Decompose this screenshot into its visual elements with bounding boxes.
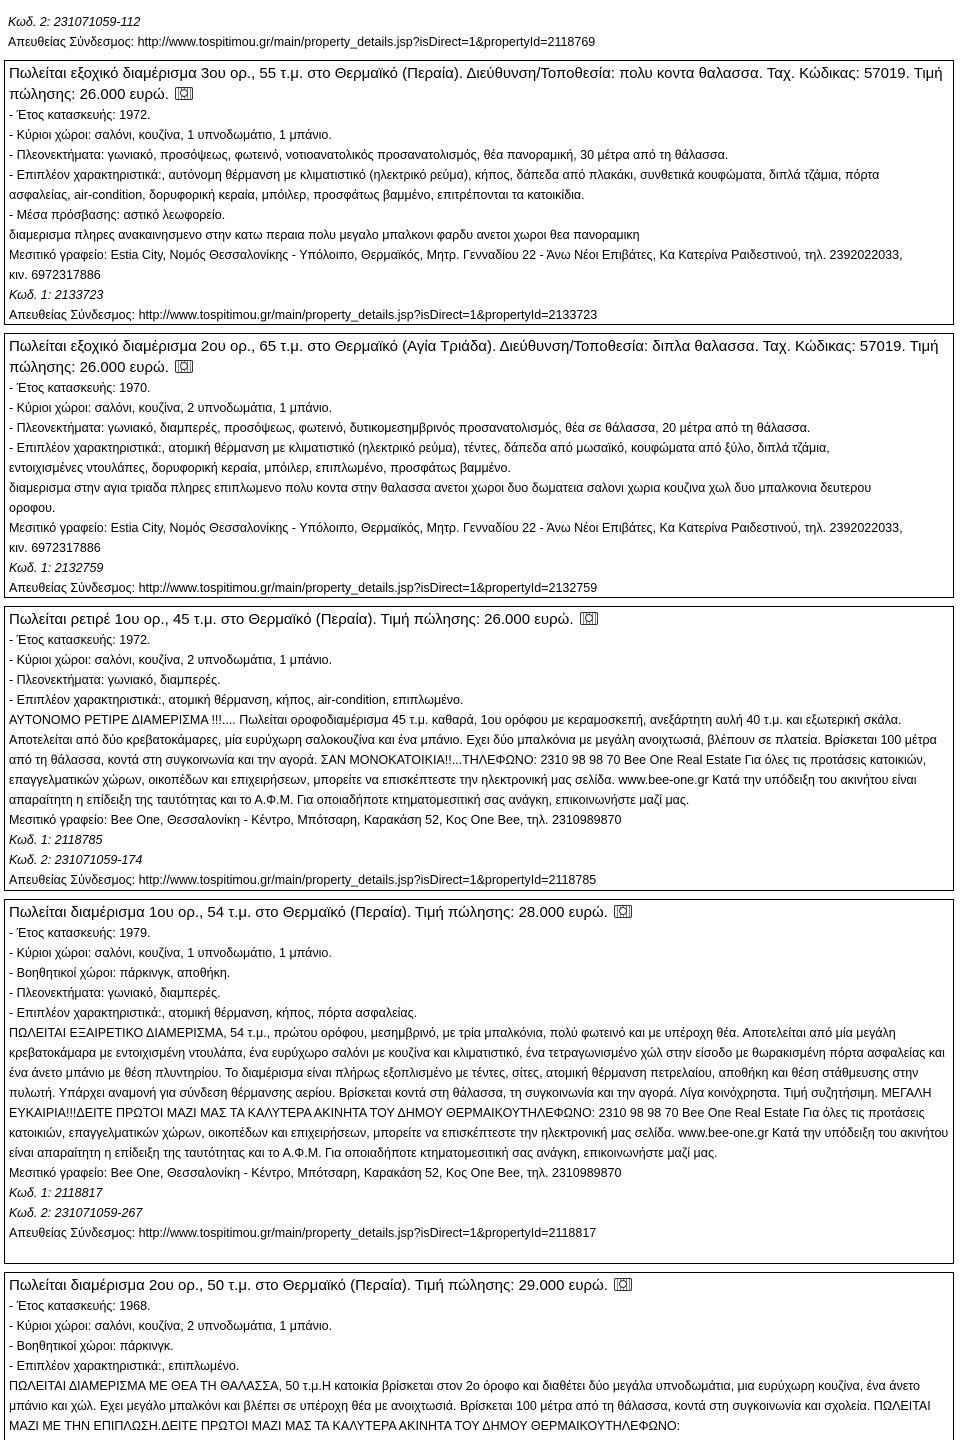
camera-icon[interactable] <box>614 1278 632 1291</box>
detail-line: - Πλεονεκτήματα: γωνιακό, προσόψεως, φωτεινό, νοτιοανατολικός προσανατολισμός, θέα πανοραμική, 30 μέτρα από τη θάλασσα. <box>9 148 729 162</box>
detail-line: - Κύριοι χώροι: σαλόνι, κουζίνα, 2 υπνοδωμάτια, 1 μπάνιο. <box>9 653 333 667</box>
listing-heading <box>9 609 949 630</box>
detail-line: - Πλεονεκτήματα: γωνιακό, διαμπερές. <box>9 986 221 1000</box>
direct-link[interactable]: Απευθείας Σύνδεσμος: http://www.tospitimou.gr/main/property_details.jsp?isDirect=1&propertyId=2133723 <box>9 308 598 322</box>
detail-line: - Κύριοι χώροι: σαλόνι, κουζίνα, 2 υπνοδωμάτια, 1 μπάνιο. <box>9 1319 333 1333</box>
code-1: Κωδ. 1: 2118817 <box>9 1186 103 1200</box>
listing-price-text: πώλησης: 26.000 ευρώ. <box>9 86 169 103</box>
agency-line: Μεσιτικό γραφείο: Bee One, Θεσσαλονίκη - Κέντρο, Μπότσαρη, Καρακάση 52, Κος One Bee, τηλ. 2310989870 <box>9 813 622 827</box>
code-1: Κωδ. 1: 2118785 <box>9 833 103 847</box>
code-2: Κωδ. 2: 231071059-112 <box>8 15 141 29</box>
description-paragraph: ΑΥΤΟΝΟΜΟ ΡΕΤΙΡΕ ΔΙΑΜΕΡΙΣΜΑ !!!.... Πωλείται οροφοδιαμέρισμα 45 τ.μ. καθαρά, 1ου ορόφου με κεραμοσκεπή, ανεξάρτητη αυλή 40 τ.μ. και εξωτερική σκάλα. Αποτελείται από δύο κρεβατοκάμαρες, μία ευρύχωρη σαλοκουζίνα και ένα μπάνιο. Εχει δύο μπαλκόνια με μεγάλη ανοιχτωσιά, βλέπουν σε πλατεία. Βρίσκεται 100 μέτρα από τη θάλασσα, κοντά στη συγκοινωνία και την αγορά. ΣΑΝ ΜΟΝΟΚΑΤΟΙΚΙΑ!!...ΤΗΛΕΦΩΝΟ: 2310 98 98 70 Bee One Real Estate Για όλες τις προτάσεις κατοικιών, επαγγελματικών χώρων, οικοπέδων και επιχειρήσεων, μπορείτε να επισκέπτεστε την ηλεκτρονική μας σελίδα. www.bee-one.gr Κατά την υπόδειξη του ακινήτου είναι απαραίτητη η επίδειξη της ταυτότητας και το Α.Φ.Μ. Για οποιαδήποτε κτηματομεσιτική σας ανάγκη, επικοινωνήστε μαζί μας. <box>9 713 937 807</box>
camera-icon[interactable] <box>175 87 193 100</box>
detail-line: διαμερισμα στην αγια τριαδα πληρες επιπλωμενο πολυ κοντα στην θαλασσα ανετοι χωροι δυο δωματεια σαλονι χωρια κουζινα χωλ δυο μπαλκονια δευτερου <box>9 481 872 495</box>
listing-heading <box>9 902 949 923</box>
detail-line: κιν. 6972317886 <box>9 268 101 282</box>
detail-line: - Κύριοι χώροι: σαλόνι, κουζίνα, 2 υπνοδωμάτια, 1 μπάνιο. <box>9 401 333 415</box>
detail-line: Μεσιτικό γραφείο: Estia City, Νομός Θεσσαλονίκης - Υπόλοιπο, Θερμαϊκός, Μητρ. Γενναδίου 22 - Άνω Νέοι Επιβάτες, Κα Κατερίνα Ραιδεστινού, τηλ. 2392022033, <box>9 248 903 262</box>
listing-heading-text: Πωλείται ρετιρέ 1ου ορ., 45 τ.μ. στο Θερμαϊκό (Περαία). Τιμή πώλησης: 26.000 ευρώ. <box>9 611 574 628</box>
camera-icon[interactable] <box>614 905 632 918</box>
detail-line: - Πλεονεκτήματα: γωνιακό, διαμπερές. <box>9 673 221 687</box>
camera-icon[interactable] <box>175 360 193 373</box>
listing-heading <box>9 1275 949 1296</box>
detail-line: - Κύριοι χώροι: σαλόνι, κουζίνα, 1 υπνοδωμάτιο, 1 μπάνιο. <box>9 946 332 960</box>
detail-line: ασφαλείας, air-condition, δορυφορική κεραία, μπόιλερ, προσφάτως βαμμένο, επιτρέπονται τα κατοικίδια. <box>9 188 585 202</box>
listing-heading <box>9 63 949 105</box>
listing-heading-text: Πωλείται διαμέρισμα 2ου ορ., 50 τ.μ. στο Θερμαϊκό (Περαία). Τιμή πώλησης: 29.000 ευρώ. <box>9 1277 608 1294</box>
direct-link[interactable]: Απευθείας Σύνδεσμος: http://www.tospitimou.gr/main/property_details.jsp?isDirect=1&propertyId=2132759 <box>9 581 598 595</box>
detail-line: - Επιπλέον χαρακτηριστικά:, ατομική θέρμανση, κήπος, πόρτα ασφαλείας. <box>9 1006 418 1020</box>
listing-heading-text: Πωλείται εξοχικό διαμέρισμα 2ου ορ., 65 τ.μ. στο Θερμαϊκό (Αγία Τριάδα). Διεύθυνση/Τοποθεσία: διπλα θαλασσα. Ταχ. Κώδικας: 57019. Τιμή <box>9 338 939 355</box>
detail-line: - Μέσα πρόσβασης: αστικό λεωφορείο. <box>9 208 226 222</box>
code-2: Κωδ. 2: 231071059-174 <box>9 853 143 867</box>
detail-line: - Έτος κατασκευής: 1979. <box>9 926 151 940</box>
prev-listing-tail <box>8 12 948 52</box>
listing-1 <box>4 60 954 325</box>
description-paragraph: ΠΩΛΕΙΤΑΙ ΕΞΑΙΡΕΤΙΚΟ ΔΙΑΜΕΡΙΣΜΑ, 54 τ.μ., πρώτου ορόφου, μεσημβρινό, με τρία μπαλκόνια, πολύ φωτεινό και με υπέροχη θέα. Αποτελείται από μία μεγάλη κρεβατοκάμαρα με εντοιχισμένη ντουλάπα, ένα ευρύχωρο σαλόνι με κουζίνα και κλιματιστικό, ένα τετραγωνισμένο χώλ στην είσοδο με θωρακισμένη πόρτα ασφαλείας και ένα άνετο μπάνιο με θέση πλυντηρίου. Το διαμέρισμα είναι πλήρως εξοπλισμένο με τέντες, σίτες, ατομική θέρμανση πετρελαίου, αποθήκη και θέση στάθμευσης στην πυλωτή. Υπάρχει αναμονή για σύνδεση θέρμανσης αερίου. Βρίσκεται κοντά στη θάλασσα, τη συγκοινωνία και την αγορά. Λίγα κοινόχρηστα. Τιμή συζητήσιμη. ΜΕΓΑΛΗ ΕΥΚΑΙΡΙΑ!!!ΔΕΙΤΕ ΠΡΩΤΟΙ ΜΑΖΙ ΜΑΣ ΤΑ ΚΑΛΥΤΕΡΑ ΑΚΙΝΗΤΑ ΤΟΥ ΔΗΜΟΥ ΘΕΡΜΑΙΚΟΥΤΗΛΕΦΩΝΟ: 2310 98 98 70 Bee One Real Estate Για όλες τις προτάσεις κατοικιών, επαγγελματικών χώρων, οικοπέδων και επιχειρήσεων, μπορείτε να επισκέπτεστε την ηλεκτρονική μας σελίδα. www.bee-one.gr Κατά την υπόδειξη του ακινήτου είναι απαραίτητη η επίδειξη της ταυτότητας και το Α.Φ.Μ. Για οποιαδήποτε κτηματομεσιτική σας ανάγκη, επικοινωνήστε μαζί μας. <box>9 1026 949 1160</box>
listing-heading <box>9 336 949 378</box>
detail-line: - Επιπλέον χαρακτηριστικά:, αυτόνομη θέρμανση με κλιματιστικό (ηλεκτρικό ρεύμα), κήπος, δάπεδα από πλακάκι, συνθετικά κουφώματα, διπλά τζάμια, πόρτα <box>9 168 880 182</box>
camera-icon[interactable] <box>580 612 598 625</box>
detail-line: κιν. 6972317886 <box>9 541 101 555</box>
detail-line: - Επιπλέον χαρακτηριστικά:, ατομική θέρμανση, κήπος, air-condition, επιπλωμένο. <box>9 693 464 707</box>
direct-link[interactable]: Απευθείας Σύνδεσμος: http://www.tospitimou.gr/main/property_details.jsp?isDirect=1&propertyId=2118769 <box>8 35 596 49</box>
detail-line: διαμερισμα πληρες ανακαινησμενο στην κατω περαια πολυ μεγαλο μπαλκονι φαρδυ ανετοι χωροι θεα πανοραμικη <box>9 228 640 242</box>
listing-4 <box>4 899 954 1264</box>
detail-line: - Βοηθητικοί χώροι: πάρκινγκ, αποθήκη. <box>9 966 231 980</box>
detail-line: - Έτος κατασκευής: 1968. <box>9 1299 151 1313</box>
listing-heading-text: Πωλείται εξοχικό διαμέρισμα 3ου ορ., 55 τ.μ. στο Θερμαϊκό (Περαία). Διεύθυνση/Τοποθεσία: πολυ κοντα θαλασσα. Ταχ. Κώδικας: 57019. Τιμή <box>9 65 943 82</box>
detail-line: - Επιπλέον χαρακτηριστικά:, επιπλωμένο. <box>9 1359 240 1373</box>
listing-heading-text: Πωλείται διαμέρισμα 1ου ορ., 54 τ.μ. στο Θερμαϊκό (Περαία). Τιμή πώλησης: 28.000 ευρώ. <box>9 904 608 921</box>
listing-2 <box>4 333 954 598</box>
code-1: Κωδ. 1: 2133723 <box>9 288 104 302</box>
detail-line: - Βοηθητικοί χώροι: πάρκινγκ. <box>9 1339 174 1353</box>
agency-line: Μεσιτικό γραφείο: Bee One, Θεσσαλονίκη - Κέντρο, Μπότσαρη, Καρακάση 52, Κος One Bee, τηλ. 2310989870 <box>9 1166 622 1180</box>
detail-line: - Πλεονεκτήματα: γωνιακό, διαμπερές, προσόψεως, φωτεινό, δυτικομεσημβρινός προσανατολισμός, θέα σε θάλασσα, 20 μέτρα από τη θάλασσα. <box>9 421 811 435</box>
direct-link[interactable]: Απευθείας Σύνδεσμος: http://www.tospitimou.gr/main/property_details.jsp?isDirect=1&propertyId=2118785 <box>9 873 597 887</box>
detail-line: - Έτος κατασκευής: 1972. <box>9 108 151 122</box>
detail-line: - Έτος κατασκευής: 1970. <box>9 381 151 395</box>
code-2: Κωδ. 2: 231071059-267 <box>9 1206 143 1220</box>
listing-5 <box>4 1272 954 1440</box>
listing-price-text: πώλησης: 26.000 ευρώ. <box>9 359 169 376</box>
listing-3 <box>4 606 954 891</box>
detail-line: εντοιχισμένες ντουλάπες, δορυφορική κεραία, μπόιλερ, επιπλωμένο, προσφάτως βαμμένο. <box>9 461 511 475</box>
code-1: Κωδ. 1: 2132759 <box>9 561 104 575</box>
detail-line: Μεσιτικό γραφείο: Estia City, Νομός Θεσσαλονίκης - Υπόλοιπο, Θερμαϊκός, Μητρ. Γενναδίου 22 - Άνω Νέοι Επιβάτες, Κα Κατερίνα Ραιδεστινού, τηλ. 2392022033, <box>9 521 903 535</box>
detail-line: - Κύριοι χώροι: σαλόνι, κουζίνα, 1 υπνοδωμάτιο, 1 μπάνιο. <box>9 128 332 142</box>
direct-link[interactable]: Απευθείας Σύνδεσμος: http://www.tospitimou.gr/main/property_details.jsp?isDirect=1&propertyId=2118817 <box>9 1226 597 1240</box>
detail-line: - Επιπλέον χαρακτηριστικά:, ατομική θέρμανση με κλιματιστικό (ηλεκτρικό ρεύμα), τέντες, δάπεδα από μωσαϊκό, κουφώματα από ξύλο, διπλά τζάμια, <box>9 441 830 455</box>
description-paragraph: ΠΩΛΕΙΤΑΙ ΔΙΑΜΕΡΙΣΜΑ ΜΕ ΘΕΑ ΤΗ ΘΑΛΑΣΣΑ, 50 τ.μ.Η κατοικία βρίσκεται στον 2ο όροφο και διαθέτει δύο μεγάλα υπνοδωμάτια, μια ευρύχωρη κουζίνα, ένα άνετο μπάνιο και χώλ. Εχει μεγάλο μπαλκόνι και βλέπει σε υπέροχη θέα με ανοιχτωσιά. Βρίσκεται 100 μέτρα από τη θάλασσα, κοντά στη συγκοινωνία και σχολεία. ΠΩΛΕΙΤΑΙ ΜΑΖΙ ΜΕ ΤΗΝ ΕΠΙΠΛΩΣΗ.ΔΕΙΤΕ ΠΡΩΤΟΙ ΜΑΖΙ ΜΑΣ ΤΑ ΚΑΛΥΤΕΡΑ ΑΚΙΝΗΤΑ ΤΟΥ ΔΗΜΟΥ ΘΕΡΜΑΙΚΟΥΤΗΛΕΦΩΝΟ: <box>9 1379 931 1433</box>
detail-line: - Έτος κατασκευής: 1972. <box>9 633 151 647</box>
detail-line: οροφου. <box>9 501 56 515</box>
